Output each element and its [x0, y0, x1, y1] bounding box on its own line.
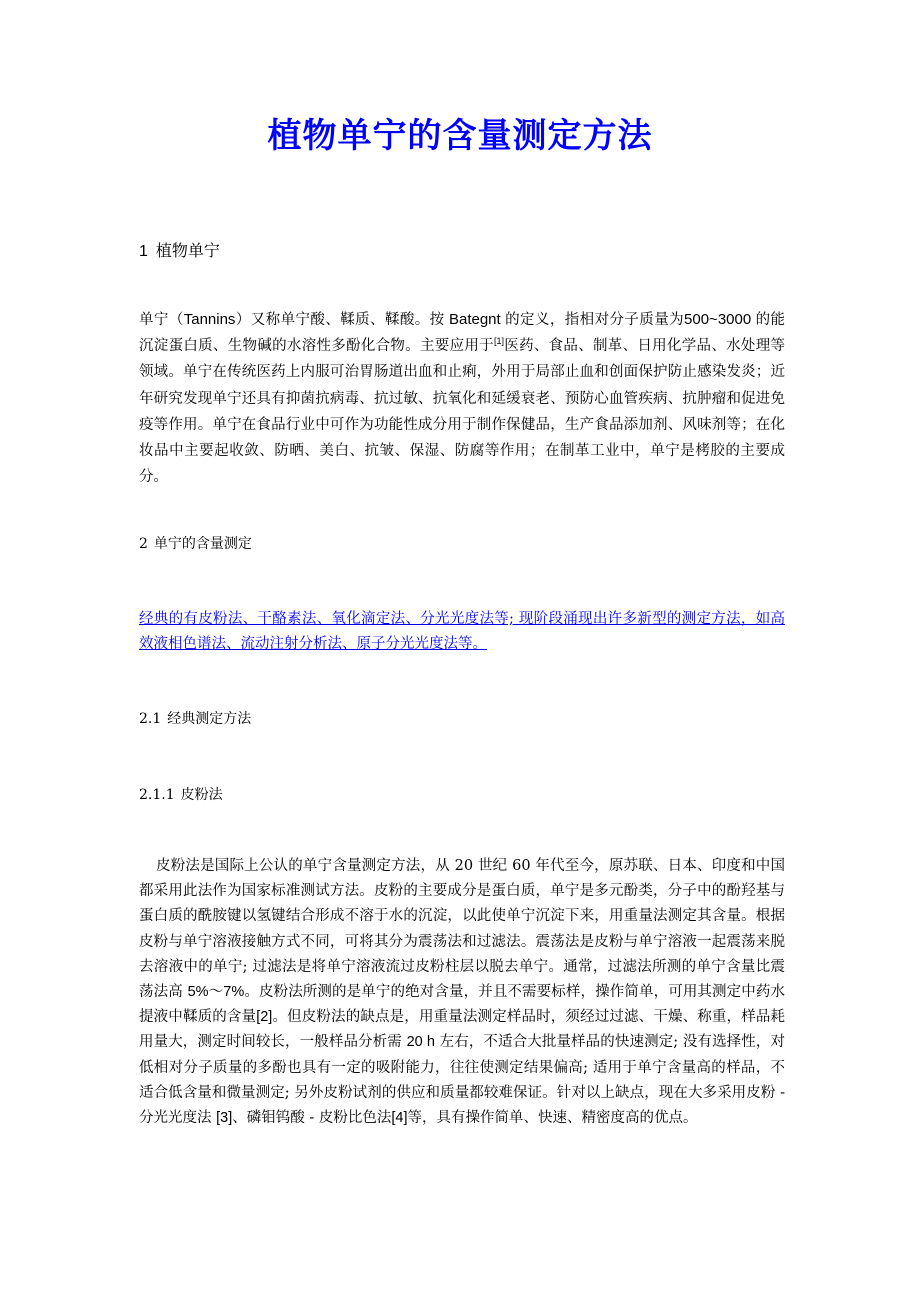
text-run: 皮粉法是国际上公认的单宁含量测定方法，从 20 世纪 60 年代至今，原苏联、日本、印度和中国都采用此法作为国家标准测试方法。皮粉的主要成分是蛋白质，单宁是多元酚类，分子中的酚羟基与蛋白质的酰胺键以氢键结合形成不溶于水的沉淀，以此使单宁沉淀下来，用重量法测定其含量。根据皮粉与单宁溶液接触方式不同，可将其分为震荡法和过滤法。震荡法是皮粉与单宁溶液一起震荡来脱去溶液中的单宁; 过滤法是将单宁溶液流过皮粉柱层以脱去单宁。通常，过滤法所测的单宁含量比震荡法高: [139, 858, 785, 1001]
text-run: 20 h: [406, 1034, 435, 1051]
section-title: 单宁的含量测定: [153, 536, 252, 552]
section-2-1-1-heading: [139, 784, 223, 806]
citation-ref-4: [4]: [391, 1110, 408, 1127]
text-run: Bategnt: [448, 311, 501, 328]
section-title: 植物单宁: [155, 243, 220, 260]
text-run: 医药、食品、制革、日用化学品、水处理等领域。单宁在传统医药上内服可治胃肠道出血和止痢，外用于局部止血和创面保护防止感染发炎；近年研究发现单宁还具有抑菌抗病毒、抗过敏、抗氧化和延缓衰老、预防心血管疾病、抗肿瘤和促进免疫等作用。单宁在食品行业中可作为功能性成分用于制作保健品，生产食品添加剂、风味剂等；在化妆品中主要起收敛、防晒、美白、抗皱、保湿、防腐等作用；在制革工业中，单宁是栲胶的主要成分。: [139, 338, 785, 486]
text-run: ）又称单宁酸、鞣质、鞣酸。按: [235, 312, 449, 328]
text-run: 的能沉淀蛋白质、生物碱的水溶性多酚化合物。主要应用于: [139, 312, 786, 355]
text-run: 单宁（: [139, 312, 184, 328]
section-number: 2.1: [139, 711, 162, 727]
section-title: 经典测定方法: [167, 711, 252, 727]
text-run: 的定义，指相对分子质量为: [500, 312, 685, 328]
text-run: 左右，不适合大批量样品的快速测定; 没有选择性，对低相对分子质量的多酚也具有一定的吸附能力，往往使测定结果偏高; 适用于单宁含量高的样品，不适合低含量和微量测定; 另外皮粉试剂的供应和质量都较难保证。针对以上缺点，现在大多采用皮粉 - 分光光度法: [139, 1034, 785, 1127]
citation-ref-2: [2]: [256, 1009, 273, 1026]
citation-ref-3: [3]: [216, 1110, 233, 1127]
section-number: 2: [139, 536, 148, 552]
document-title: 植物单宁的含量测定方法: [267, 116, 653, 156]
section-1-paragraph: [139, 307, 785, 490]
methods-overview-link[interactable]: 经典的有皮粉法、干酪素法、氧化滴定法、分光光度法等; 现阶段涌现出许多新型的测定方法，如高效液相色谱法、流动注射分析法、原子分光光度法等。: [139, 611, 785, 652]
text-run: Tannins: [183, 311, 236, 328]
section-1-heading: [139, 240, 220, 264]
text-run: 等，具有操作简单、快速、精密度高的优点。: [407, 1110, 698, 1127]
citation-ref-1: [1]: [493, 336, 504, 347]
text-run: 。皮粉法所测的是单宁的绝对含量，并且不需要标样，操作简单，可用其测定中药水提液中鞣质的含量: [139, 984, 786, 1026]
section-2-heading: [139, 533, 252, 555]
section-2-1-heading: [139, 708, 251, 730]
section-2-link-paragraph[interactable]: [139, 607, 785, 656]
text-run: 500~3000: [684, 311, 752, 328]
text-run: 5%～7%: [187, 984, 245, 1001]
text-run: 、磷钼钨酸 - 皮粉比色法: [232, 1110, 392, 1127]
section-2-1-1-paragraph: [139, 854, 785, 1131]
section-title: 皮粉法: [180, 787, 223, 803]
text-run: 。但皮粉法的缺点是，用重量法测定样品时，须经过过滤、干燥、称重，样品耗用量大，测定时间较长，一般样品分析需: [139, 1009, 785, 1051]
section-number: 1: [139, 243, 148, 260]
section-number: 2.1.1: [139, 787, 175, 803]
